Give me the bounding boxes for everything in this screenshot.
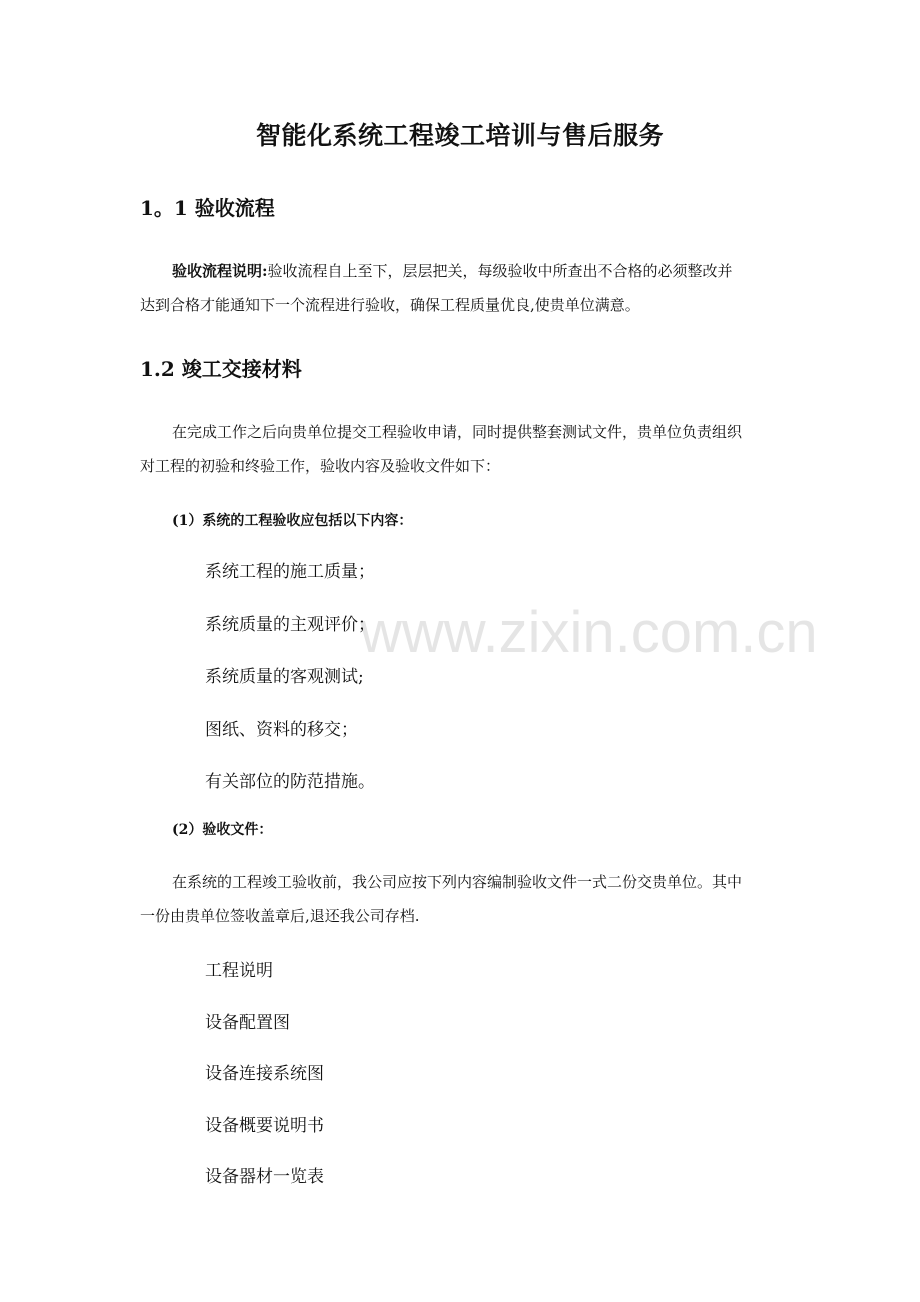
handover-intro-paragraph (140, 415, 786, 483)
acceptance-documents-paragraph (140, 865, 786, 933)
paragraph-text: 验收流程自上至下，层层把关，每级验收中所查出不合格的必须整改并 (267, 262, 733, 280)
list-item: 系统工程的施工质量； (205, 562, 375, 582)
paragraph-line: 一份由贵单位签收盖章后,退还我公司存档. (140, 907, 420, 925)
list-item: 系统质量的主观评价； (205, 614, 375, 635)
paragraph-line (140, 254, 786, 288)
acceptance-documents-list (205, 958, 324, 1216)
subsection-heading-acceptance-documents: (2）验收文件： (172, 822, 273, 838)
list-item: 工程说明 (205, 961, 273, 981)
watermark: www.zixin.com.cn (360, 600, 818, 665)
paragraph-line: 对工程的初验和终验工作，验收内容及验收文件如下： (140, 457, 501, 475)
paragraph-line: 达到合格才能通知下一个流程进行验收，确保工程质量优良,使贵单位满意。 (140, 296, 640, 314)
document-title: 智能化系统工程竣工培训与售后服务 (255, 121, 664, 150)
subsection-heading-acceptance-content: (1）系统的工程验收应包括以下内容： (172, 513, 413, 529)
list-item: 设备概要说明书 (205, 1115, 324, 1136)
paragraph-lead-label: 验收流程说明: (172, 262, 268, 280)
list-item: 设备配置图 (205, 1012, 290, 1033)
acceptance-content-list (205, 559, 375, 822)
paragraph-line: 在系统的工程竣工验收前，我公司应按下列内容编制验收文件一式二份交贵单位。其中 (172, 873, 743, 891)
list-item: 有关部位的防范措施。 (205, 772, 375, 793)
section-heading-acceptance-process: 1。1 验收流程 (140, 196, 275, 220)
list-item: 系统质量的客观测试; (205, 667, 364, 688)
list-item: 设备连接系统图 (205, 1064, 324, 1085)
paragraph-line: 在完成工作之后向贵单位提交工程验收申请，同时提供整套测试文件，贵单位负责组织 (172, 423, 743, 441)
acceptance-process-paragraph (140, 254, 786, 322)
list-item: 设备器材一览表 (205, 1167, 324, 1188)
list-item: 图纸、资料的移交； (205, 719, 358, 740)
section-heading-handover-materials: 1.2 竣工交接材料 (140, 357, 302, 381)
